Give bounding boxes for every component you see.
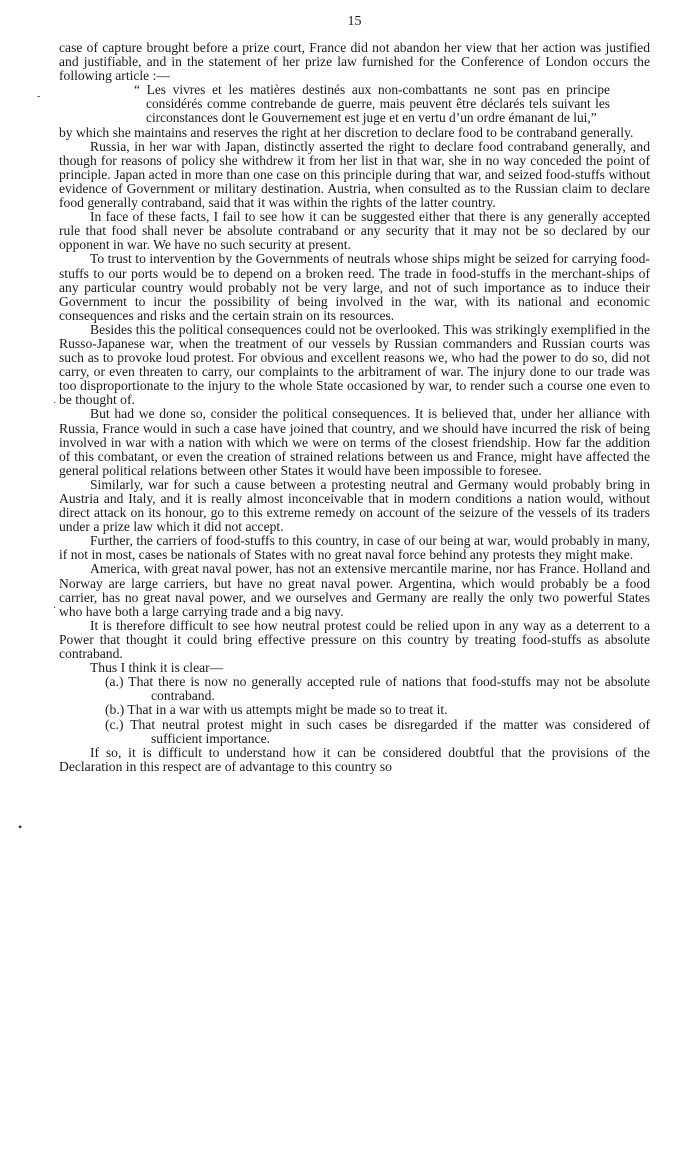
paragraph-reserves-right: by which she maintains and reserves the right at her discretion to declare food to be contraband generally. xyxy=(59,124,634,140)
paragraph-if-so: If so, it is difficult to understand how it can be considered doubtful that the provisions of the Declaration in this respect are of advantage to this country so xyxy=(59,744,650,774)
paragraph-had-we-done-so: But had we done so, consider the political consequences. It is believed that, under her alliance with Russia, France would in such a case have joined that country, and we should have incurred the risk of being involved in war with a nation with which we were on terms of the closest friendship. How far the addition of this combatant, or even the creation of strained relations between us and France, might have affected the general political relations between other States it would have been impossible to foresee. xyxy=(59,406,650,478)
paragraph-prize-law: case of capture brought before a prize court, France did not abandon her view that her action was justified and justifiable, and in the statement of her prize law furnished for the Conference of London occurs the following article :— xyxy=(59,40,650,84)
list-text-b: That in a war with us attempts might be made so to treat it. xyxy=(127,702,448,718)
list-item-a xyxy=(59,675,650,703)
paragraph-neutral-protest: It is therefore difficult to see how neutral protest could be relied upon in any way as a deterrent to a Power that thought it could bring effective pressure on this country by treating food-stuffs as absolute contraband. xyxy=(59,617,650,662)
list-text-c: That neutral protest might in such cases be disregarded if the matter was considered of sufficient importance. xyxy=(130,716,650,746)
paragraph-political-consequences: Besides this the political consequences could not be overlooked. This was strikingly exemplified in the Russo-Japanese war, when the treatment of our vessels by Russian commanders and Russian courts was such as to provoke loud protest. For obvious and excellent reasons we, who had the power to do so, did not carry, or even threaten to carry, our complaints to the arbitrament of war. The injury done to our trade was too disproportionate to the injury to the whole State occasioned by war, to render such a course one even to be thought of. xyxy=(59,321,650,408)
margin-mark: • xyxy=(18,820,23,834)
list-label-b: (b.) xyxy=(105,702,125,718)
margin-mark: - xyxy=(37,91,41,102)
list-item-c xyxy=(59,718,650,746)
paragraph-russia: Russia, in her war with Japan, distinctly asserted the right to declare food contraband generally, and though for reasons of policy she withdrew it from her list in that war, she in no way conceded the point of principle. Japan acted in more than one case on this principle during that war, and seized food-stuffs without evidence of Government or military destination. Austria, when consulted as to the Russian claim to declare food generally contraband, said that it was within the rights of the latter country. xyxy=(59,138,650,211)
french-quote: “ Les vivres et les matières destinés aux non-combattants ne sont pas en principe considérés comme contrebande de guerre, mais peuvent être déclarés tels suivant les circonstances dont le Gouvernement est juge et en vertu d’un ordre émanant de lui,” xyxy=(134,82,610,126)
list-text-a: That there is now no generally accepted rule of nations that food-stuffs may not be absolute contraband. xyxy=(128,674,650,704)
list-item-b xyxy=(59,703,650,717)
paragraph-similarly: Similarly, war for such a cause between a protesting neutral and Germany would probably bring in Austria and Italy, and it is really almost inconceivable that in modern conditions a nation would, without direct attack on its honour, go to this extreme remedy on account of the seizure of the vessels of its traders under a prize law which it did not accept. xyxy=(59,476,650,535)
page-number: 15 xyxy=(347,14,362,29)
list-label-a: (a.) xyxy=(105,674,124,690)
paragraph-thus-clear: Thus I think it is clear— xyxy=(90,660,224,676)
margin-mark: · xyxy=(53,398,57,409)
paragraph-intervention: To trust to intervention by the Governments of neutrals whose ships might be seized for carrying food-stuffs to our ports would be to depend on a broken reed. The trade in food-stuffs in the merchant-ships of any particular country would probably not be very large, and not of such importance as to induce their Government to incur the possibility of being involved in the war, with its national and economic consequences and risks and the certain strain on its resources. xyxy=(59,251,650,323)
paragraph-carriers: Further, the carriers of food-stuffs to this country, in case of our being at war, would probably in many, if not in most, cases be nationals of States with no great naval force behind any protests they might make. xyxy=(59,533,650,563)
list-label-c: (c.) xyxy=(105,716,124,732)
paragraph-these-facts: In face of these facts, I fail to see how it can be suggested either that there is any generally accepted rule that food shall never be absolute contraband or any security that it may not be so declared by our opponent in war. We have no such security at present. xyxy=(59,209,650,253)
document-page xyxy=(59,14,650,774)
paragraph-america: America, with great naval power, has not an extensive mercantile marine, nor has France. Holland and Norway are large carriers, but have no great naval power. Argentina, which would probably be a food carrier, has no great naval power, and we ourselves and Germany are really the only two powerful States who have both a large carrying trade and a big navy. xyxy=(59,561,650,619)
margin-mark: · xyxy=(53,603,57,614)
